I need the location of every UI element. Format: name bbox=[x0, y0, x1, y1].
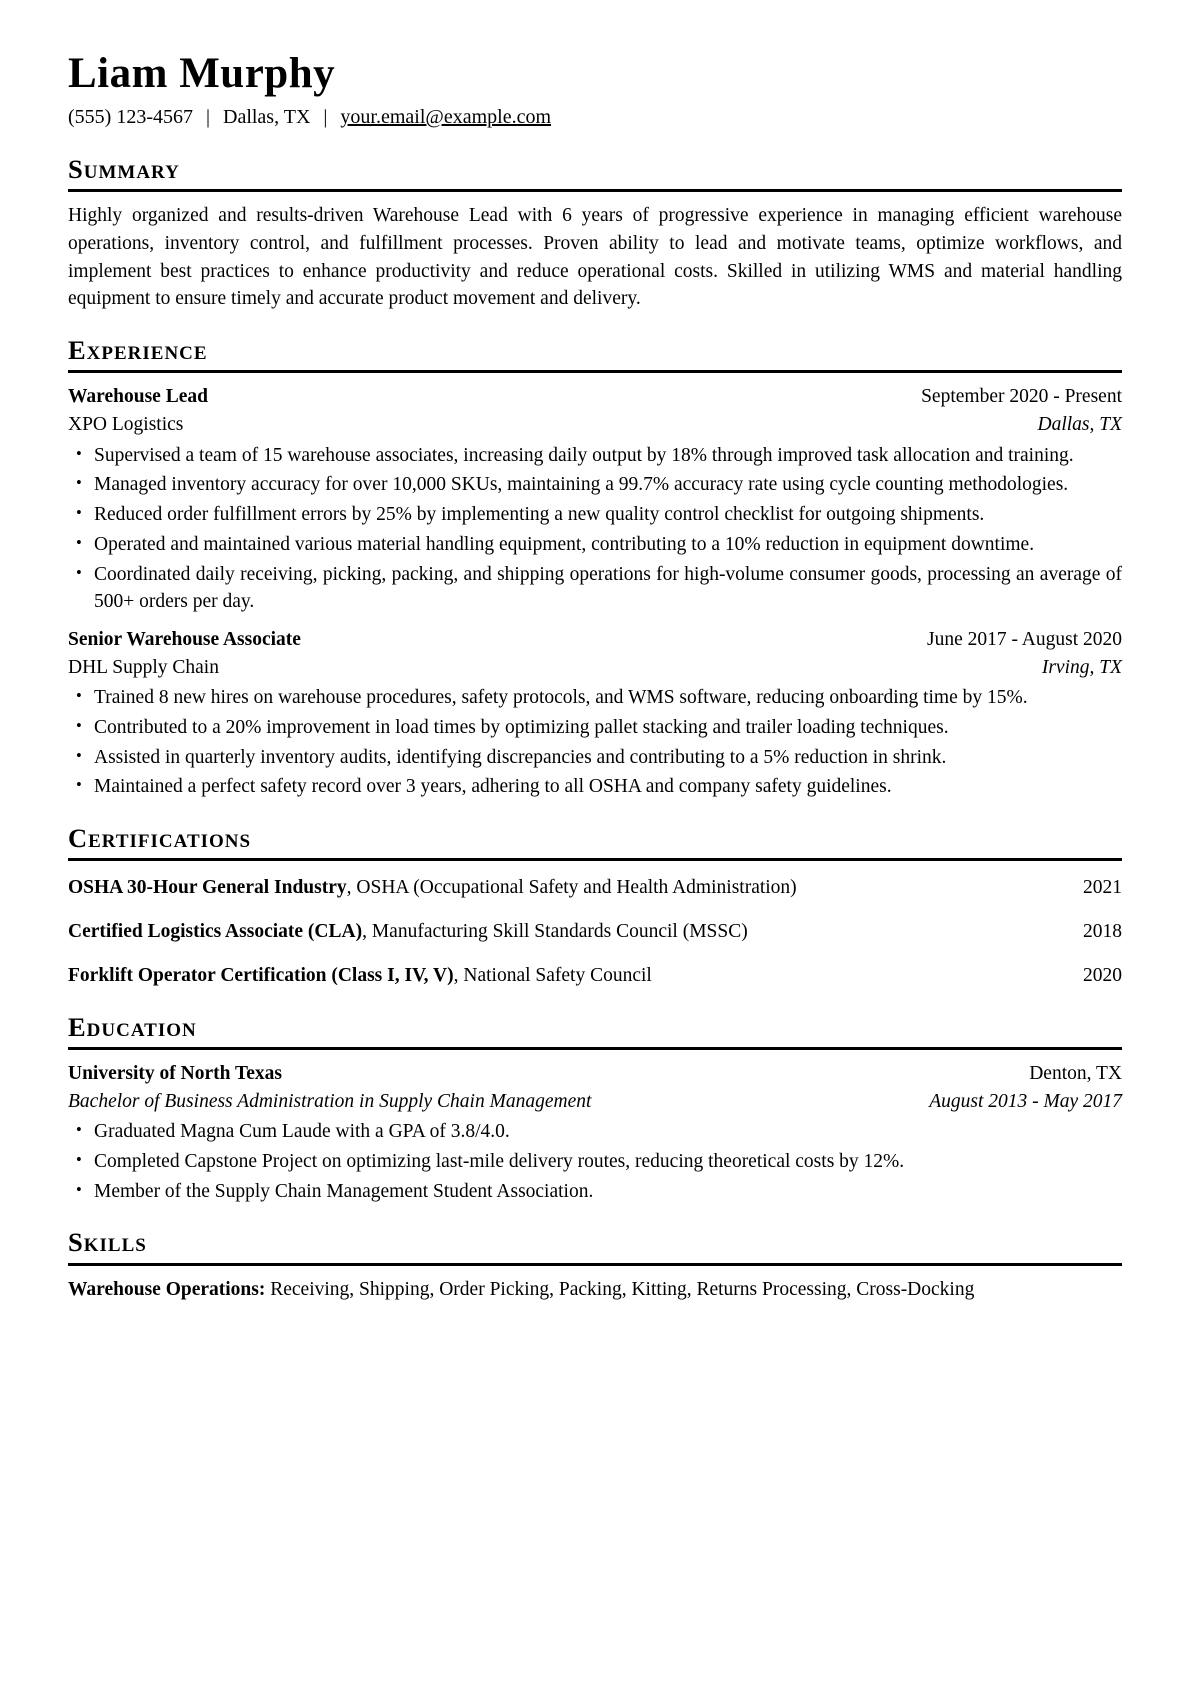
summary-text: Highly organized and results-driven Warehouse Lead with 6 years of progressive experience in managing efficient warehouse operations, inventory control, and fulfillment processes. Proven ability to lead and motivate teams, optimize workflows, and implement best practices to enhance productivity and reduce operational costs. Skilled in utilizing WMS and material handling equipment to ensure timely and accurate product movement and delivery. bbox=[68, 205, 1122, 310]
job-role: Warehouse Lead bbox=[68, 386, 208, 408]
job-company: DHL Supply Chain bbox=[68, 656, 219, 678]
school-location: Denton, TX bbox=[1029, 1063, 1122, 1084]
skills-category: Warehouse Operations: bbox=[68, 1278, 266, 1300]
certification-year: 2020 bbox=[1083, 964, 1122, 986]
certification-year: 2018 bbox=[1083, 921, 1122, 943]
certification-name: OSHA 30-Hour General Industry bbox=[68, 877, 347, 899]
job-bullet: • Assisted in quarterly inventory audits, identifying discrepancies and contributing to a 5% reduction in shrink. bbox=[94, 744, 1122, 772]
job-dates: September 2020 - Present bbox=[921, 386, 1122, 408]
section-title-summary: Summary bbox=[68, 153, 180, 184]
job-subheader-row bbox=[68, 654, 1122, 682]
section-title-skills: Skills bbox=[68, 1227, 147, 1258]
job-bullet: • Maintained a perfect safety record over 3 years, adhering to all OSHA and company safety guidelines. bbox=[94, 773, 1122, 801]
contact-separator: | bbox=[205, 106, 210, 129]
certification-year: 2021 bbox=[1083, 877, 1122, 899]
job-dates: June 2017 - August 2020 bbox=[927, 628, 1122, 650]
job-bullet: • Coordinated daily receiving, picking, packing, and shipping operations for high-volume consumer goods, processing an average of 500+ orders per day. bbox=[94, 561, 1122, 616]
phone-number: (555) 123-4567 bbox=[68, 106, 193, 129]
education-bullet: • Graduated Magna Cum Laude with a GPA of 3.8/4.0. bbox=[94, 1118, 1122, 1146]
job-bullet: • Managed inventory accuracy for over 10,000 SKUs, maintaining a 99.7% accuracy rate using cycle counting methodologies. bbox=[94, 471, 1122, 499]
section-title-education: Education bbox=[68, 1011, 197, 1042]
certification-text bbox=[68, 918, 1083, 946]
skills-items: Receiving, Shipping, Order Picking, Packing, Kitting, Returns Processing, Cross-Docking bbox=[265, 1278, 975, 1300]
section-rule bbox=[68, 370, 1122, 373]
job-location: Dallas, TX bbox=[1037, 414, 1122, 436]
certification-issuer: , National Safety Council bbox=[453, 964, 652, 986]
school-name: University of North Texas bbox=[68, 1063, 282, 1084]
contact-location: Dallas, TX bbox=[223, 106, 311, 129]
job-bullet-list bbox=[68, 684, 1122, 801]
contact-separator: | bbox=[323, 106, 328, 129]
job-bullet: • Contributed to a 20% improvement in load times by optimizing pallet stacking and trailer loading techniques. bbox=[94, 714, 1122, 742]
certification-text bbox=[68, 874, 1083, 902]
certification-row bbox=[68, 918, 1122, 946]
person-name: Liam Murphy bbox=[68, 50, 336, 97]
education-bullet: • Completed Capstone Project on optimizing last-mile delivery routes, reducing theoretical costs by 12%. bbox=[94, 1148, 1122, 1176]
certification-issuer: , Manufacturing Skill Standards Council (MSSC) bbox=[362, 921, 748, 943]
education-header-row bbox=[68, 1060, 1122, 1088]
education-dates: August 2013 - May 2017 bbox=[929, 1090, 1122, 1112]
certification-row bbox=[68, 874, 1122, 902]
contact-line bbox=[68, 103, 1122, 131]
job-role: Senior Warehouse Associate bbox=[68, 628, 301, 650]
email-link[interactable]: your.email@example.com bbox=[340, 106, 551, 129]
education-bullet: • Member of the Supply Chain Management Student Association. bbox=[94, 1178, 1122, 1206]
job-bullet-list bbox=[68, 442, 1122, 616]
certification-issuer: , OSHA (Occupational Safety and Health Administration) bbox=[346, 877, 797, 899]
section-rule bbox=[68, 1047, 1122, 1050]
section-rule bbox=[68, 189, 1122, 192]
section-title-certifications: Certifications bbox=[68, 823, 252, 853]
job-header-row bbox=[68, 626, 1122, 654]
job-location: Irving, TX bbox=[1041, 656, 1122, 678]
job-bullet: • Trained 8 new hires on warehouse procedures, safety protocols, and WMS software, reducing onboarding time by 15%. bbox=[94, 684, 1122, 712]
job-company: XPO Logistics bbox=[68, 414, 184, 436]
certification-text bbox=[68, 962, 1083, 990]
education-bullet-list bbox=[68, 1118, 1122, 1205]
skills-line bbox=[68, 1276, 1122, 1304]
certification-row bbox=[68, 962, 1122, 990]
certification-name: Forklift Operator Certification (Class I, IV, V) bbox=[68, 964, 454, 986]
section-rule bbox=[68, 858, 1122, 861]
certification-name: Certified Logistics Associate (CLA) bbox=[68, 921, 363, 943]
job-header-row bbox=[68, 383, 1122, 411]
section-rule bbox=[68, 1263, 1122, 1266]
degree: Bachelor of Business Administration in Supply Chain Management bbox=[68, 1090, 592, 1112]
job-bullet: • Reduced order fulfillment errors by 25% by implementing a new quality control checklist for outgoing shipments. bbox=[94, 501, 1122, 529]
job-bullet: • Supervised a team of 15 warehouse associates, increasing daily output by 18% through improved task allocation and training. bbox=[94, 442, 1122, 470]
education-subheader-row bbox=[68, 1088, 1122, 1116]
job-subheader-row bbox=[68, 411, 1122, 439]
job-bullet: • Operated and maintained various material handling equipment, contributing to a 10% reduction in equipment downtime. bbox=[94, 531, 1122, 559]
section-title-experience: Experience bbox=[68, 334, 208, 365]
